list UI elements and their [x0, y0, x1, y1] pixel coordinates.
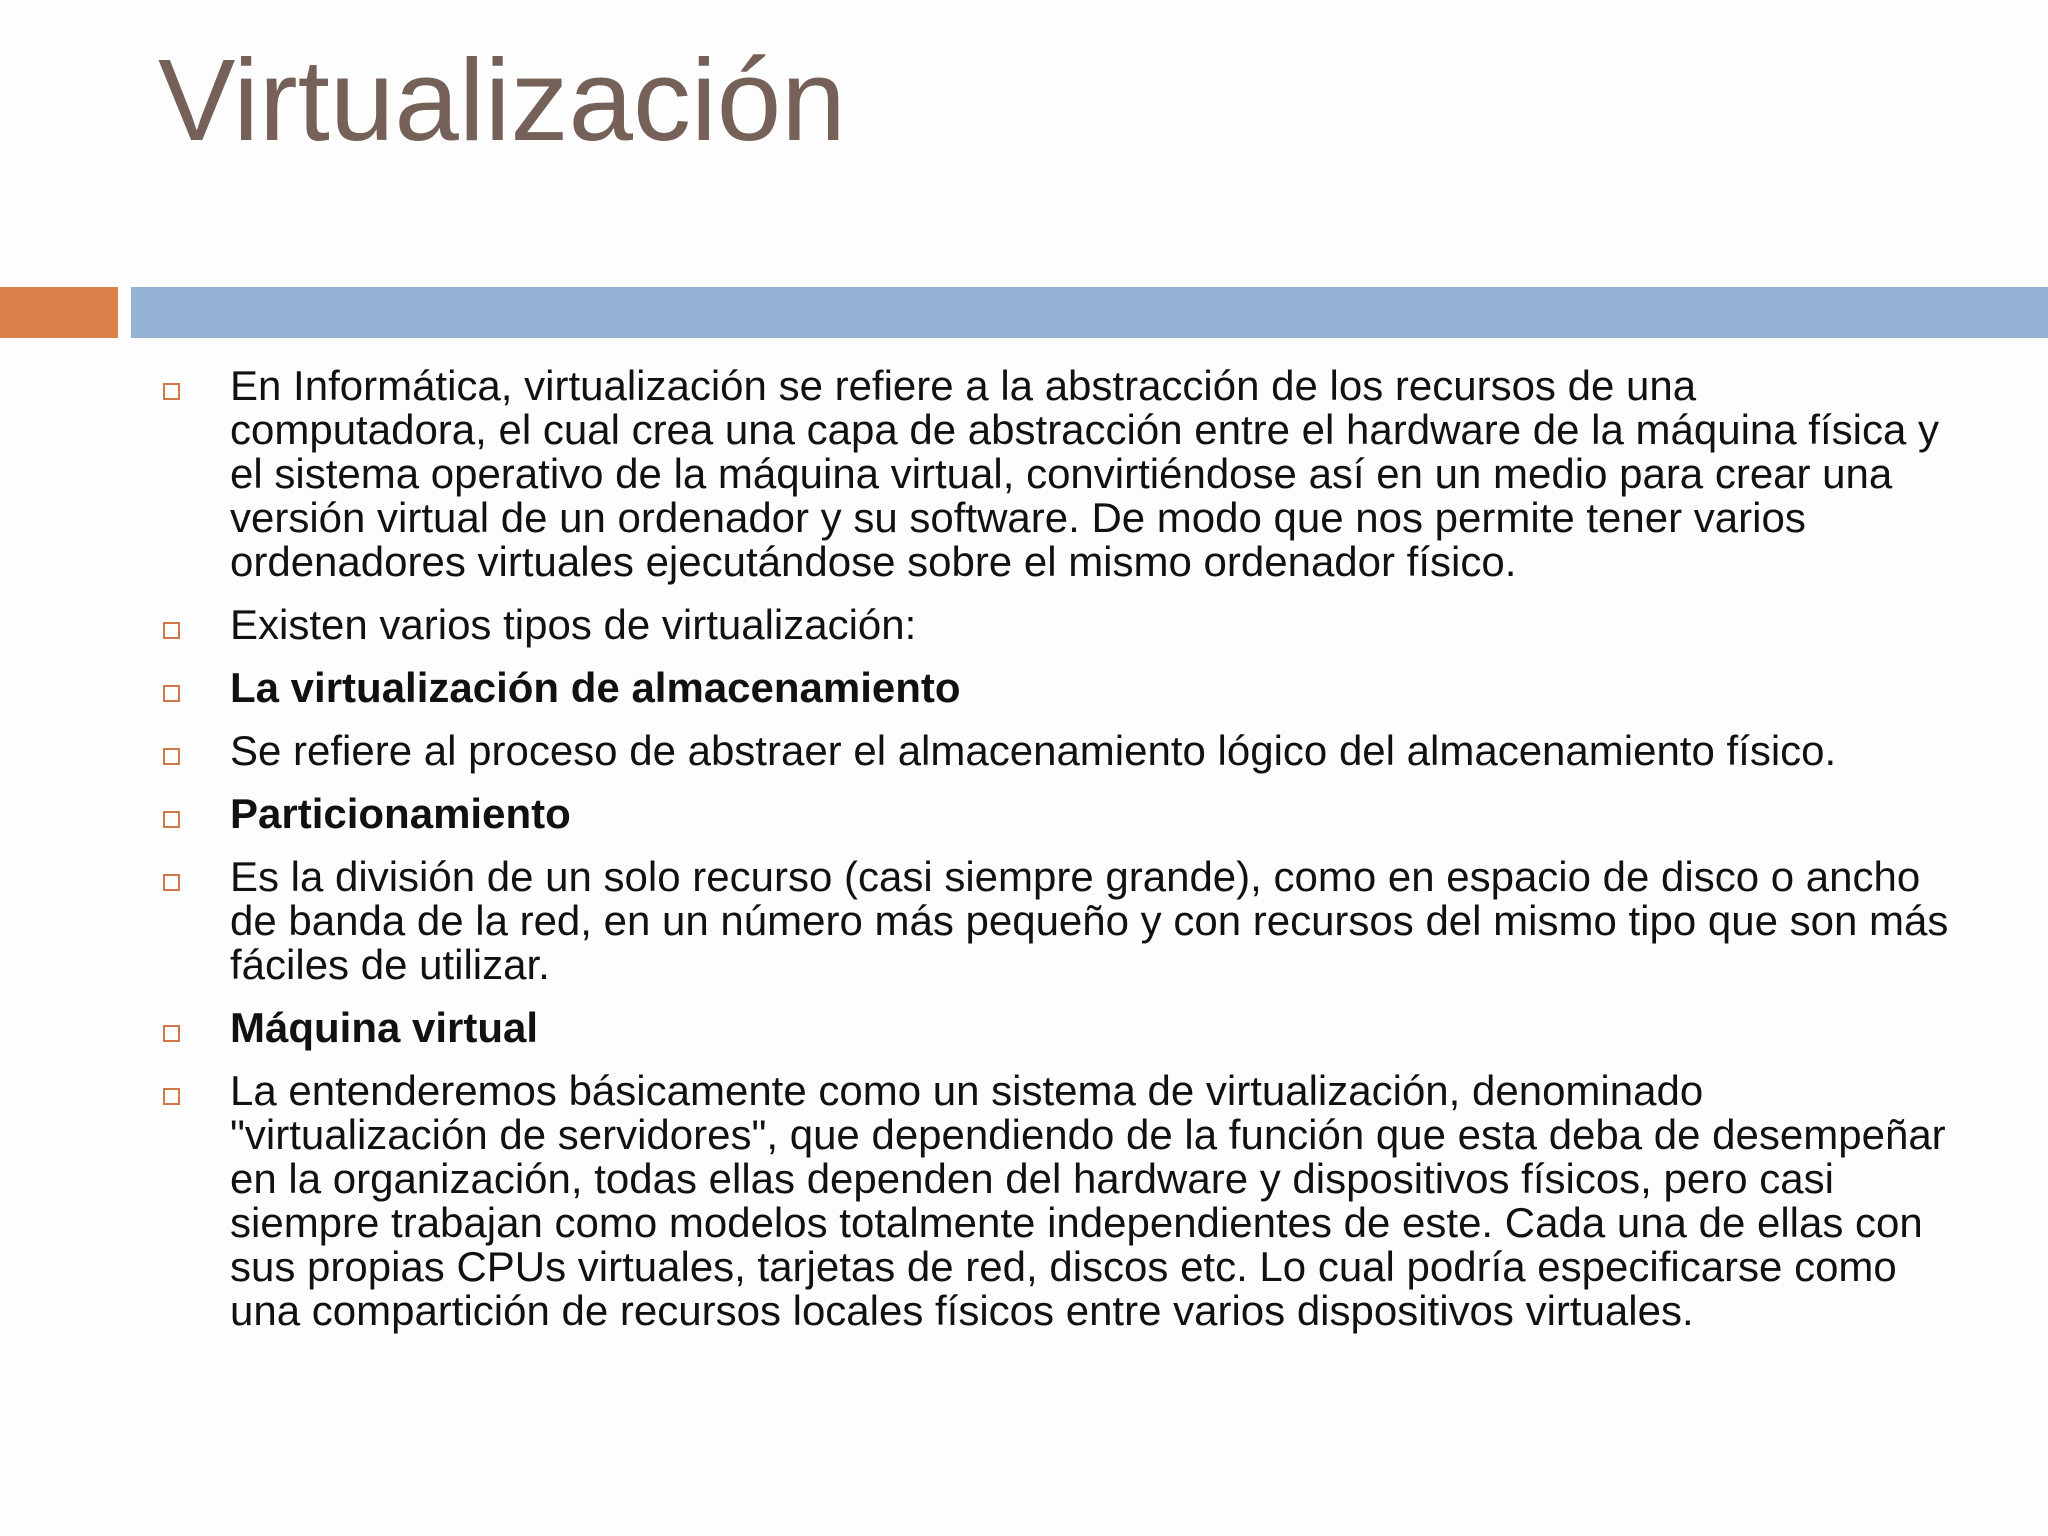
bullet-item	[158, 792, 1958, 836]
bullet-item	[158, 603, 1958, 647]
bullet-heading: Máquina virtual	[230, 1004, 539, 1051]
bullet-text: En Informática, virtualización se refiere a la abstracción de los recursos de una computadora, el cual crea una capa de abstracción entre el hardware de la máquina física y el sistema operativo de la máquina virtual, convirtiéndose así en un medio para crear una versión virtual de un ordenador y su software. De modo que nos permite tener varios ordenadores virtuales ejecutándose sobre el mismo ordenador físico.	[230, 362, 1939, 585]
bullet-text: Se refiere al proceso de abstraer el almacenamiento lógico del almacenamiento físico.	[230, 727, 1837, 774]
hollow-square-icon	[163, 1088, 180, 1105]
bullet-item	[158, 855, 1958, 987]
hollow-square-icon	[163, 622, 180, 639]
bullet-item	[158, 364, 1958, 584]
bullet-item	[158, 729, 1958, 773]
bullet-text: Es la división de un solo recurso (casi siempre grande), como en espacio de disco o ancho de banda de la red, en un número más pequeño y con recursos del mismo tipo que son más fáciles de utilizar.	[230, 853, 1949, 988]
hollow-square-icon	[163, 1025, 180, 1042]
bullet-list	[158, 364, 1958, 1352]
hollow-square-icon	[163, 874, 180, 891]
bullet-heading: Particionamiento	[230, 790, 571, 837]
hollow-square-icon	[163, 748, 180, 765]
accent-bar	[0, 287, 118, 338]
bullet-item	[158, 1006, 1958, 1050]
bullet-text: Existen varios tipos de virtualización:	[230, 601, 917, 648]
hollow-square-icon	[163, 685, 180, 702]
title-divider-bar	[131, 287, 2048, 338]
slide-title: Virtualización	[158, 35, 846, 165]
hollow-square-icon	[163, 383, 180, 400]
bullet-heading: La virtualización de almacenamiento	[230, 664, 961, 711]
bullet-text: La entenderemos básicamente como un sistema de virtualización, denominado "virtualización de servidores", que dependiendo de la función que esta deba de desempeñar en la organización, todas ellas dependen del hardware y dispositivos físicos, pero casi siempre trabajan como modelos totalmente independientes de este. Cada una de ellas con sus propias CPUs virtuales, tarjetas de red, discos etc. Lo cual podría especificarse como una compartición de recursos locales físicos entre varios dispositivos virtuales.	[230, 1067, 1946, 1334]
hollow-square-icon	[163, 811, 180, 828]
bullet-item	[158, 1069, 1958, 1333]
bullet-item	[158, 666, 1958, 710]
